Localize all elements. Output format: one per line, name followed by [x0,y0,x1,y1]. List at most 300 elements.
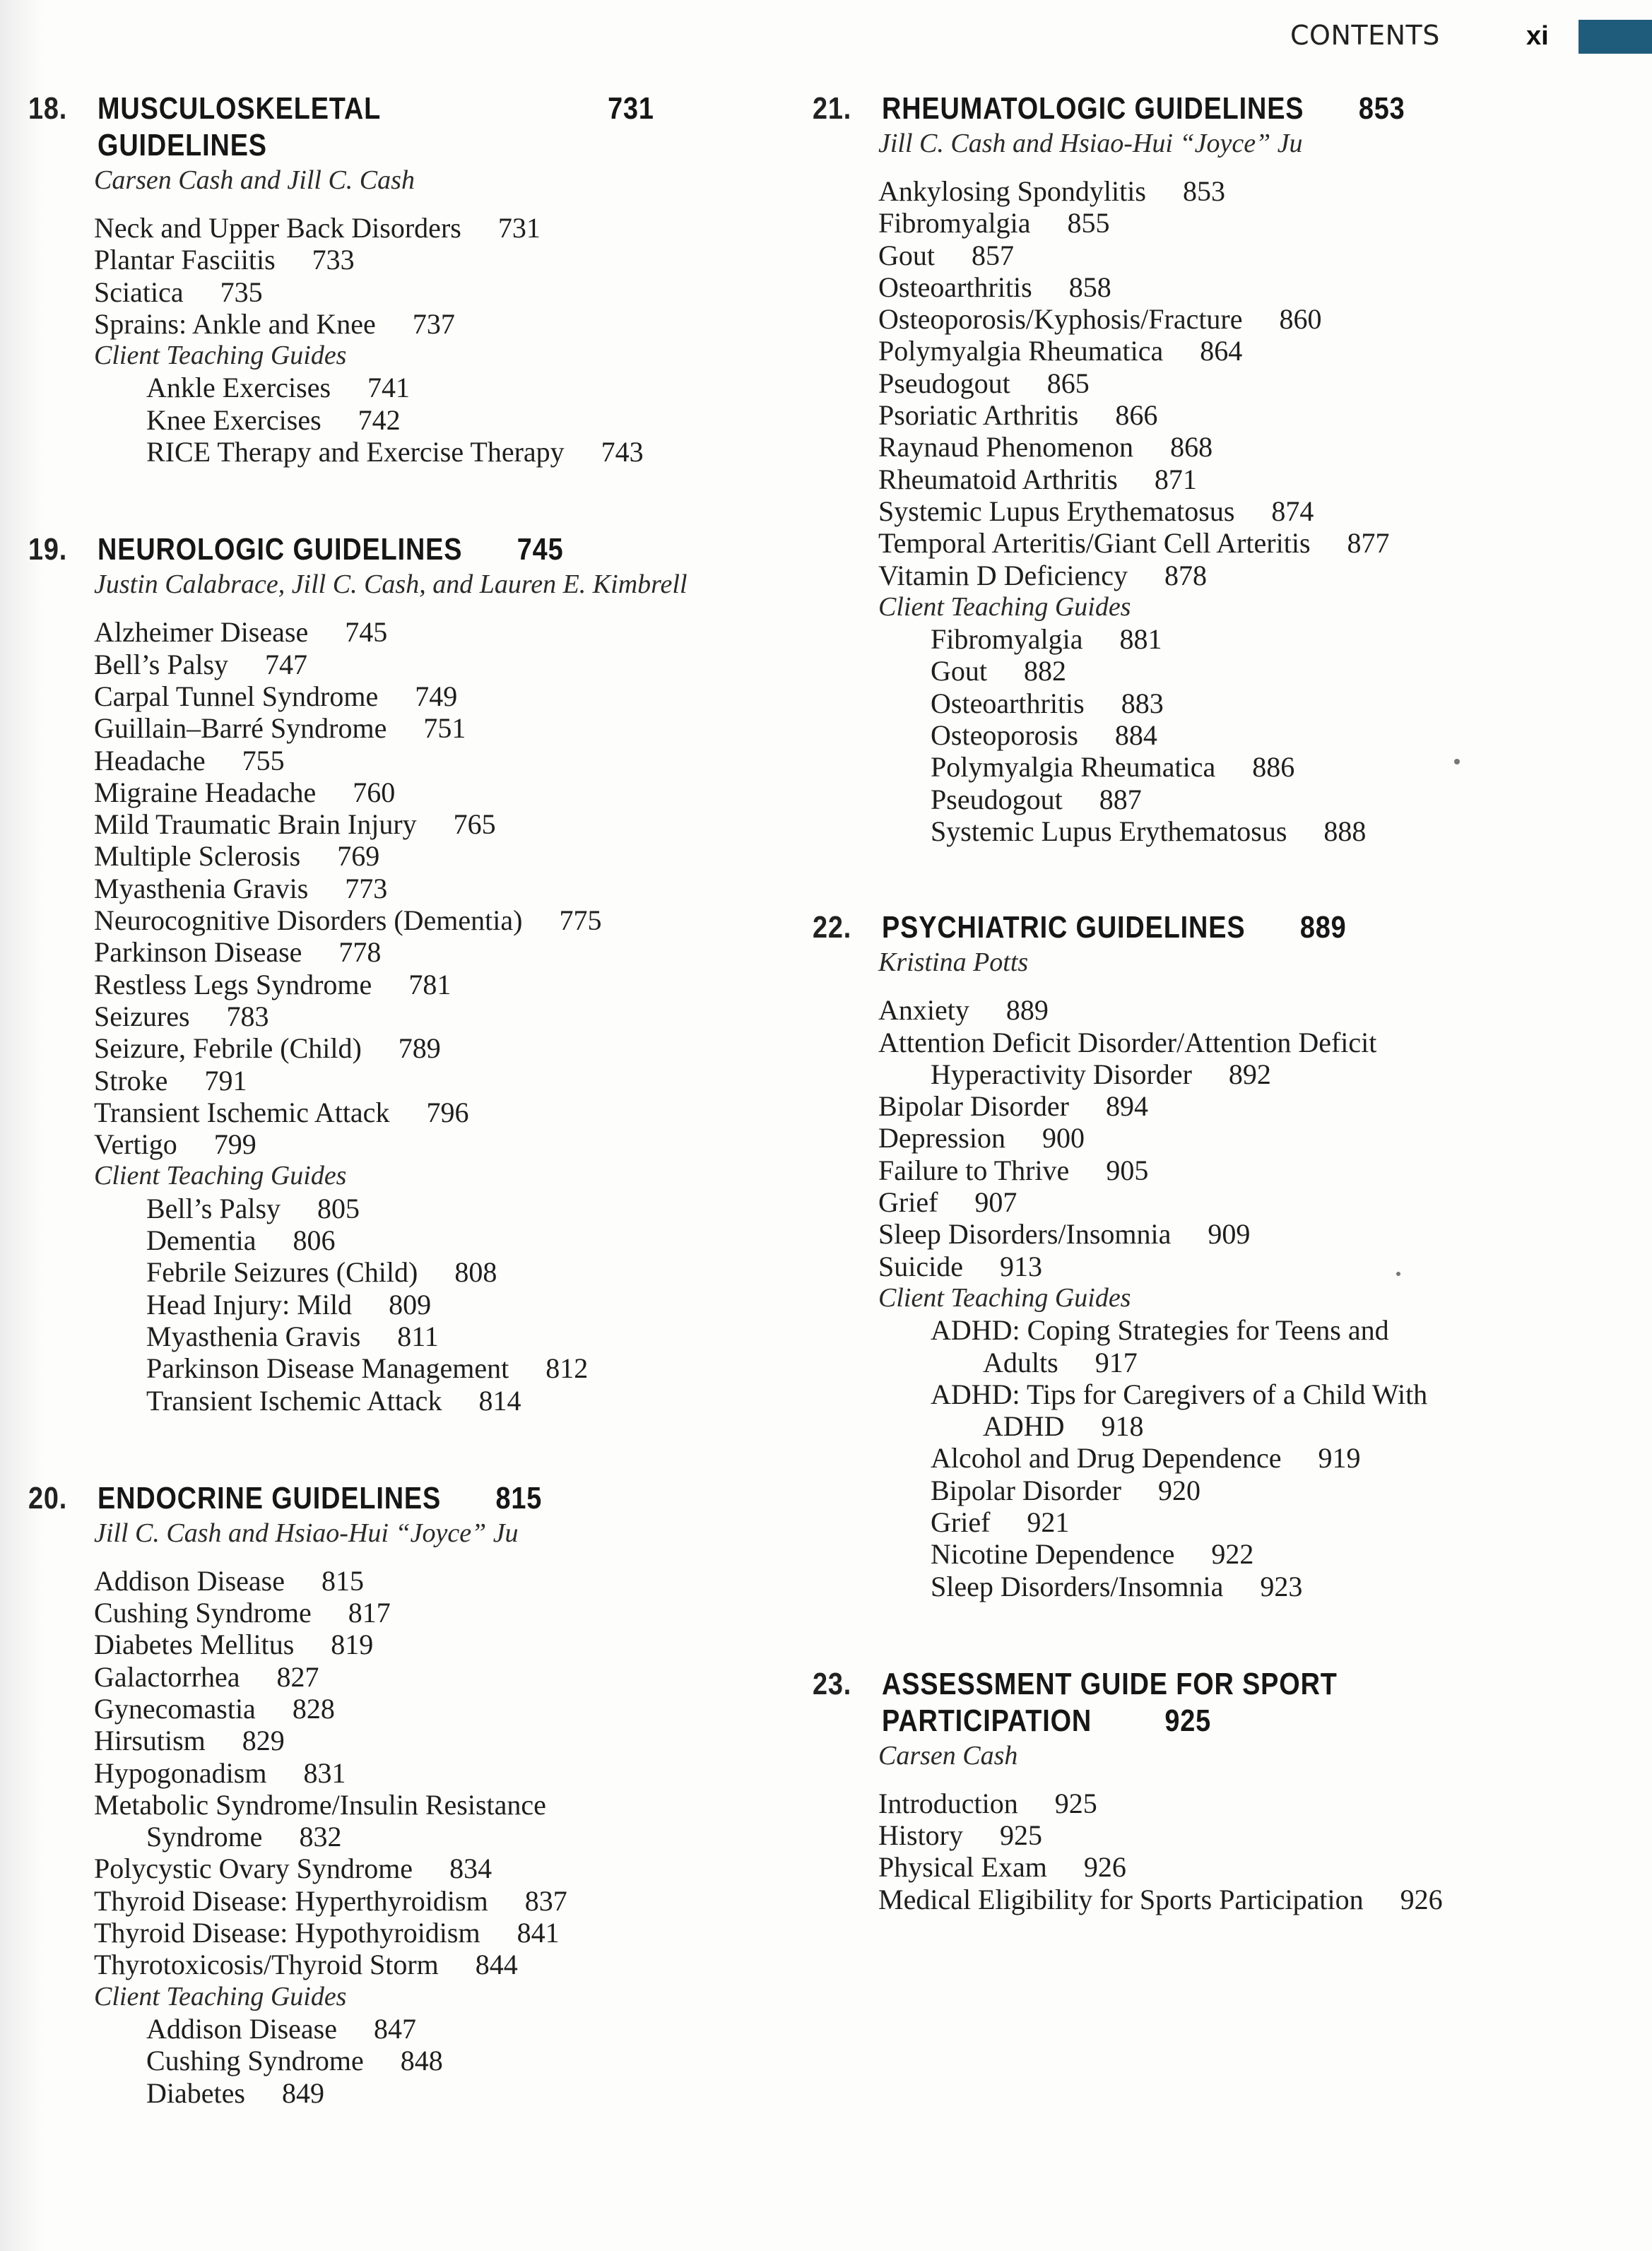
chapter-authors: Kristina Potts [878,947,1029,978]
entry-title: Head Injury: Mild [146,1288,353,1321]
teaching-guide-entry[interactable] [878,1442,1625,1474]
teaching-guide-entry[interactable] [878,1506,1625,1538]
entry-page-number: 881 [1119,623,1162,656]
chapter-page-number: 745 [517,532,564,567]
entry-title: Polymyalgia Rheumatica [931,751,1216,784]
entry-title: Sleep Disorders/Insomnia [878,1218,1172,1251]
toc-entry[interactable] [94,873,756,904]
entry-page-number: 789 [398,1032,441,1065]
entry-title: Hypogonadism [94,1756,267,1789]
entry-list [94,1565,756,2109]
chapter-number: 18. [28,91,68,126]
entry-title: Sleep Disorders/Insomnia [931,1570,1224,1602]
entry-title: Seizures [94,1000,190,1032]
entry-page-number: 808 [454,1256,497,1289]
teaching-guide-entry[interactable] [94,1193,756,1224]
entry-title: Multiple Sclerosis [94,840,301,873]
client-teaching-guides-heading: Client Teaching Guides [878,1282,1131,1313]
chapter-block [813,90,1625,847]
entry-page-number: 926 [1400,1883,1443,1915]
toc-entry[interactable] [878,495,1625,527]
entry-page-number: 747 [265,648,308,680]
entry-page-number: 913 [999,1250,1042,1282]
client-teaching-guides-heading: Client Teaching Guides [94,1981,347,2011]
entry-title: Thyrotoxicosis/Thyroid Storm [94,1949,439,1981]
entry-title: Gout [931,655,987,687]
entry-title: Pseudogout [878,367,1010,399]
teaching-guide-entry[interactable] [878,1538,1625,1570]
entry-page-number: 925 [1000,1819,1042,1852]
teaching-guide-entry[interactable] [94,372,756,403]
teaching-guide-entry[interactable] [94,1289,756,1321]
toc-entry[interactable] [94,680,756,712]
toc-entry[interactable] [94,936,756,968]
print-speck [1454,759,1460,764]
toc-entry[interactable] [878,1186,1625,1218]
chapter-page-number: 815 [495,1480,543,1516]
entry-title: Stroke [94,1064,168,1097]
toc-entry[interactable] [94,1725,756,1756]
chapter-title-line [882,1703,1338,1739]
toc-entry[interactable] [878,527,1625,559]
toc-entry[interactable] [94,1565,756,1597]
entry-title: Seizure, Febrile (Child) [94,1032,362,1065]
entry-title: Bipolar Disorder [931,1474,1121,1506]
toc-entry[interactable] [94,776,756,808]
entry-title: Sciatica [94,276,184,308]
entry-page-number: 814 [478,1384,521,1417]
entry-page-number: 799 [213,1128,256,1161]
entry-title: Alzheimer Disease [94,616,309,649]
toc-entry[interactable] [878,1884,1625,1915]
entry-title: Hyperactivity Disorder [931,1058,1192,1090]
teaching-guide-entry[interactable] [878,1410,1625,1442]
toc-entry[interactable] [94,1000,756,1032]
toc-entry[interactable] [878,1788,1625,1819]
entry-page-number: 848 [400,2045,443,2077]
entry-title: Fibromyalgia [878,207,1031,240]
entry-page-number: 874 [1271,495,1314,527]
toc-entry[interactable] [878,560,1625,591]
entry-page-number: 781 [408,968,452,1000]
entry-list [94,212,756,468]
entry-page-number: 919 [1318,1442,1361,1475]
teaching-guide-entry[interactable] [878,1475,1625,1506]
entry-page-number: 923 [1260,1570,1303,1602]
entry-title: Bell’s Palsy [94,648,229,680]
entry-page-number: 918 [1101,1410,1144,1443]
entry-list [878,175,1625,847]
client-teaching-guides-heading: Client Teaching Guides [878,591,1131,622]
chapter-block [28,90,756,468]
teaching-guide-entry[interactable] [94,404,756,436]
toc-entry[interactable] [878,1218,1625,1250]
entry-page-number: 791 [204,1064,247,1097]
entry-title: Systemic Lupus Erythematosus [931,815,1287,847]
toc-entry[interactable] [94,1821,756,1853]
entry-title: Cushing Syndrome [146,2045,364,2077]
toc-entry[interactable] [94,1853,756,1884]
entry-title: Suicide [878,1250,963,1282]
toc-entry[interactable] [878,367,1625,399]
toc-entry[interactable] [878,303,1625,335]
entry-page-number: 834 [449,1853,492,1885]
entry-title: History [878,1819,963,1852]
chapter-authors: Jill C. Cash and Hsiao-Hui “Joyce” Ju [878,129,1303,158]
chapter-heading[interactable] [813,909,1511,946]
toc-entry[interactable] [94,1032,756,1064]
entry-page-number: 849 [281,2076,324,2109]
toc-column-right [813,90,1625,1915]
entry-page-number: 783 [226,1000,269,1032]
chapter-page-number: 889 [1299,910,1347,945]
entry-title: Addison Disease [146,2012,337,2045]
entry-title: Raynaud Phenomenon [878,431,1134,463]
entry-page-number: 884 [1114,719,1157,752]
entry-title: Myasthenia Gravis [94,872,309,904]
entry-page-number: 917 [1095,1346,1138,1378]
entry-title: Anxiety [878,994,969,1027]
page-number: xi [1526,21,1549,51]
toc-entry[interactable] [878,463,1625,495]
toc-entry[interactable] [94,1065,756,1097]
entry-page-number: 894 [1105,1090,1148,1123]
entry-title: Thyroid Disease: Hypothyroidism [94,1917,480,1949]
entry-title: Temporal Arteritis/Giant Cell Arteritis [878,527,1311,560]
toc-entry[interactable] [878,271,1625,303]
entry-title: Bell’s Palsy [146,1192,281,1224]
entry-title: Sprains: Ankle and Knee [94,307,376,340]
teaching-guide-entry[interactable] [878,1347,1625,1378]
chapter-number: 21. [813,91,852,126]
entry-page-number: 926 [1083,1851,1126,1884]
toc-entry[interactable] [94,904,756,936]
chapter-heading[interactable] [28,531,654,568]
teaching-guide-entry[interactable] [878,1571,1625,1602]
entry-title: Vertigo [94,1128,177,1161]
chapter-number: 22. [813,910,852,945]
entry-page-number: 922 [1211,1538,1254,1571]
entry-page-number: 765 [453,808,496,841]
toc-entry[interactable] [878,399,1625,431]
entry-title: Pseudogout [931,783,1063,815]
chapter-title: RHEUMATOLOGIC GUIDELINES [882,91,1304,126]
entry-title: Fibromyalgia [931,623,1083,656]
entry-page-number: 882 [1024,655,1066,687]
entry-page-number: 743 [601,436,644,468]
entry-page-number: 855 [1067,207,1110,240]
entry-title: Ankylosing Spondylitis [878,175,1146,207]
teaching-guide-entry[interactable] [878,784,1625,815]
entry-page-number: 828 [292,1692,335,1725]
chapter-heading[interactable] [28,90,654,164]
entry-page-number: 920 [1157,1474,1200,1506]
entry-page-number: 819 [331,1629,374,1661]
toc-entry[interactable] [878,335,1625,367]
chapter-title [882,1666,1338,1739]
teaching-guide-entry[interactable] [94,1224,756,1256]
teaching-guide-entry[interactable] [94,2045,756,2076]
entry-title: Rheumatoid Arthritis [878,463,1118,495]
entry-page-number: 775 [559,904,602,937]
entry-page-number: 817 [348,1597,391,1629]
entry-title: ADHD: Tips for Caregivers of a Child With [931,1378,1428,1410]
entry-title: Depression [878,1122,1005,1154]
entry-list [94,616,756,1416]
teaching-guide-entry[interactable] [94,436,756,468]
entry-page-number: 865 [1046,367,1090,399]
chapter-page-number: 853 [1358,91,1405,126]
entry-page-number: 866 [1115,399,1158,432]
teaching-guide-entry[interactable] [94,2077,756,2109]
entry-title: Medical Eligibility for Sports Participation [878,1883,1364,1915]
toc-entry[interactable] [94,840,756,872]
chapter-title-line: ASSESSMENT GUIDE FOR SPORT [882,1666,1338,1701]
entry-page-number: 812 [545,1352,589,1385]
entry-title: ADHD [983,1410,1065,1443]
entry-page-number: 871 [1154,463,1197,495]
teaching-guide-entry[interactable] [878,751,1625,783]
toc-entry[interactable] [878,1251,1625,1282]
teaching-guide-entry[interactable] [878,815,1625,847]
entry-page-number: 858 [1068,271,1111,303]
entry-page-number: 877 [1347,527,1390,560]
entry-page-number: 773 [345,872,388,904]
toc-entry[interactable] [878,1819,1625,1851]
toc-entry[interactable] [94,649,756,680]
toc-entry[interactable] [94,1917,756,1949]
toc-entry[interactable] [878,1154,1625,1186]
entry-title: Neck and Upper Back Disorders [94,212,461,244]
teaching-guide-entry[interactable] [94,1385,756,1417]
toc-entry[interactable] [878,207,1625,239]
toc-entry[interactable] [94,276,756,308]
entry-title: Diabetes [146,2076,245,2109]
client-teaching-guides-heading: Client Teaching Guides [94,1161,347,1191]
toc-entry[interactable] [94,212,756,244]
chapter-heading[interactable] [813,90,1511,127]
toc-entry[interactable] [878,175,1625,207]
chapter-number: 19. [28,532,68,567]
toc-entry[interactable] [94,244,756,276]
entry-list [878,994,1625,1602]
entry-title: Osteoporosis/Kyphosis/Fracture [878,303,1243,336]
entry-page-number: 805 [317,1192,360,1224]
entry-title: Dementia [146,1224,256,1257]
toc-entry[interactable] [94,1597,756,1629]
entry-page-number: 755 [242,744,285,776]
teaching-guide-entry[interactable] [94,1256,756,1288]
entry-page-number: 742 [358,403,401,436]
entry-title: Gynecomastia [94,1692,256,1725]
chapter-title-text: PARTICIPATION [882,1703,1092,1738]
toc-entry[interactable] [94,1885,756,1917]
entry-page-number: 735 [220,276,263,308]
entry-title: ADHD: Coping Strategies for Teens and [931,1314,1389,1347]
entry-page-number: 760 [353,776,396,808]
chapter-authors: Jill C. Cash and Hsiao-Hui “Joyce” Ju [94,1518,519,1548]
toc-entry[interactable] [94,969,756,1000]
entry-title: Adults [983,1346,1058,1378]
entry-title: Plantar Fasciitis [94,244,276,276]
entry-page-number: 864 [1200,335,1243,367]
thumb-tab-marker [1579,20,1652,54]
entry-title: Vitamin D Deficiency [878,559,1128,591]
entry-title: Alcohol and Drug Dependence [931,1442,1282,1475]
toc-entry[interactable] [94,745,756,776]
chapter-block [28,1480,756,2109]
toc-entry[interactable] [878,1090,1625,1122]
entry-title: Attention Deficit Disorder/Attention Deficit [878,1026,1377,1058]
entry-page-number: 769 [337,840,380,873]
chapter-number: 23. [813,1666,852,1701]
entry-page-number: 860 [1279,303,1322,336]
chapter-page-number: 731 [608,91,654,126]
chapter-heading[interactable] [813,1666,1511,1739]
entry-page-number: 829 [242,1725,285,1757]
entry-title: Parkinson Disease [94,936,302,969]
entry-page-number: 751 [423,712,466,745]
toc-entry[interactable] [94,1661,756,1693]
entry-list [878,1788,1625,1915]
entry-title: Knee Exercises [146,403,321,436]
entry-page-number: 811 [397,1320,439,1352]
teaching-guide-entry[interactable] [878,655,1625,687]
entry-title: Thyroid Disease: Hyperthyroidism [94,1884,488,1917]
entry-title: Febrile Seizures (Child) [146,1256,418,1289]
print-speck [1396,1272,1400,1276]
toc-entry[interactable] [94,1128,756,1160]
chapter-heading[interactable] [28,1480,654,1517]
entry-title: Carpal Tunnel Syndrome [94,680,379,712]
entry-page-number: 887 [1099,783,1142,815]
teaching-guide-entry[interactable] [878,719,1625,751]
entry-page-number: 921 [1027,1506,1070,1538]
entry-title: Introduction [878,1787,1018,1819]
toc-column-left [28,90,756,2109]
entry-page-number: 749 [415,680,458,712]
toc-entry[interactable] [878,240,1625,271]
chapter-number: 20. [28,1480,68,1516]
entry-title: Parkinson Disease Management [146,1352,509,1385]
toc-entry[interactable] [878,1851,1625,1883]
teaching-guide-entry[interactable] [878,623,1625,655]
entry-page-number: 809 [389,1288,432,1321]
teaching-guide-entry[interactable] [94,1321,756,1352]
client-teaching-guides-heading: Client Teaching Guides [94,341,347,371]
entry-page-number: 806 [293,1224,336,1257]
teaching-guide-entry[interactable] [94,2013,756,2045]
entry-title: Mild Traumatic Brain Injury [94,808,417,841]
entry-title: Psoriatic Arthritis [878,399,1079,432]
toc-entry[interactable] [878,431,1625,463]
toc-entry[interactable] [94,808,756,840]
toc-entry[interactable] [94,712,756,744]
entry-page-number: 847 [373,2012,416,2045]
entry-title: Transient Ischemic Attack [146,1384,442,1417]
toc-entry[interactable] [94,1949,756,1980]
entry-title: Osteoarthritis [878,271,1032,303]
teaching-guide-entry[interactable] [878,1378,1625,1410]
toc-entry[interactable] [878,1027,1625,1058]
entry-page-number: 868 [1170,431,1213,463]
entry-title: Physical Exam [878,1851,1047,1884]
entry-title: Systemic Lupus Erythematosus [878,495,1235,527]
entry-page-number: 892 [1228,1058,1271,1090]
entry-title: Restless Legs Syndrome [94,968,372,1000]
entry-title: Grief [931,1506,991,1538]
entry-title: Grief [878,1186,938,1219]
entry-page-number: 837 [524,1884,567,1917]
entry-page-number: 733 [312,244,355,276]
toc-entry[interactable] [878,1122,1625,1154]
entry-title: RICE Therapy and Exercise Therapy [146,436,565,468]
entry-title: Polymyalgia Rheumatica [878,335,1164,367]
teaching-guide-entry[interactable] [878,687,1625,719]
entry-title: Myasthenia Gravis [146,1320,361,1352]
chapter-title: MUSCULOSKELETAL GUIDELINES [98,91,381,163]
entry-page-number: 925 [1054,1787,1097,1819]
entry-title: Diabetes Mellitus [94,1629,295,1661]
entry-page-number: 888 [1323,815,1367,847]
entry-page-number: 889 [1005,994,1049,1027]
entry-page-number: 815 [321,1564,364,1597]
entry-page-number: 731 [497,212,541,244]
teaching-guide-entry[interactable] [94,1352,756,1384]
entry-title: Metabolic Syndrome/Insulin Resistance [94,1788,546,1821]
entry-title: Guillain–Barré Syndrome [94,712,387,745]
toc-entry[interactable] [878,994,1625,1026]
chapter-block [813,1666,1625,1915]
entry-title: Cushing Syndrome [94,1597,312,1629]
toc-entry[interactable] [94,1097,756,1128]
entry-title: Osteoarthritis [931,687,1085,719]
toc-entry[interactable] [94,1757,756,1789]
chapter-authors: Justin Calabrace, Jill C. Cash, and Lauren E. Kimbrell [94,569,688,600]
entry-title: Osteoporosis [931,719,1078,752]
entry-page-number: 905 [1106,1154,1149,1186]
toc-entry[interactable] [878,1058,1625,1090]
entry-page-number: 796 [426,1096,469,1128]
entry-page-number: 853 [1182,175,1225,207]
entry-title: Addison Disease [94,1564,285,1597]
entry-page-number: 841 [517,1917,560,1949]
entry-title: Syndrome [146,1821,263,1853]
chapter-block [28,531,756,1416]
chapter-authors: Carsen Cash and Jill C. Cash [94,165,415,195]
entry-title: Migraine Headache [94,776,317,808]
entry-page-number: 831 [303,1756,346,1789]
chapter-title: PSYCHIATRIC GUIDELINES [882,910,1246,945]
entry-title: Bipolar Disorder [878,1090,1069,1123]
toc-entry[interactable] [94,308,756,340]
chapter-title: NEUROLOGIC GUIDELINES [98,532,463,567]
toc-entry[interactable] [94,1629,756,1660]
entry-page-number: 907 [974,1186,1017,1219]
chapter-title: ENDOCRINE GUIDELINES [98,1480,442,1516]
toc-entry[interactable] [94,1789,756,1821]
entry-title: Ankle Exercises [146,372,331,404]
entry-page-number: 878 [1164,559,1208,591]
entry-title: Neurocognitive Disorders (Dementia) [94,904,523,937]
entry-title: Hirsutism [94,1725,206,1757]
teaching-guide-entry[interactable] [878,1314,1625,1346]
toc-entry[interactable] [94,1693,756,1725]
entry-title: Headache [94,744,206,776]
entry-page-number: 857 [972,239,1014,271]
toc-entry[interactable] [94,616,756,648]
entry-title: Polycystic Ovary Syndrome [94,1853,413,1885]
